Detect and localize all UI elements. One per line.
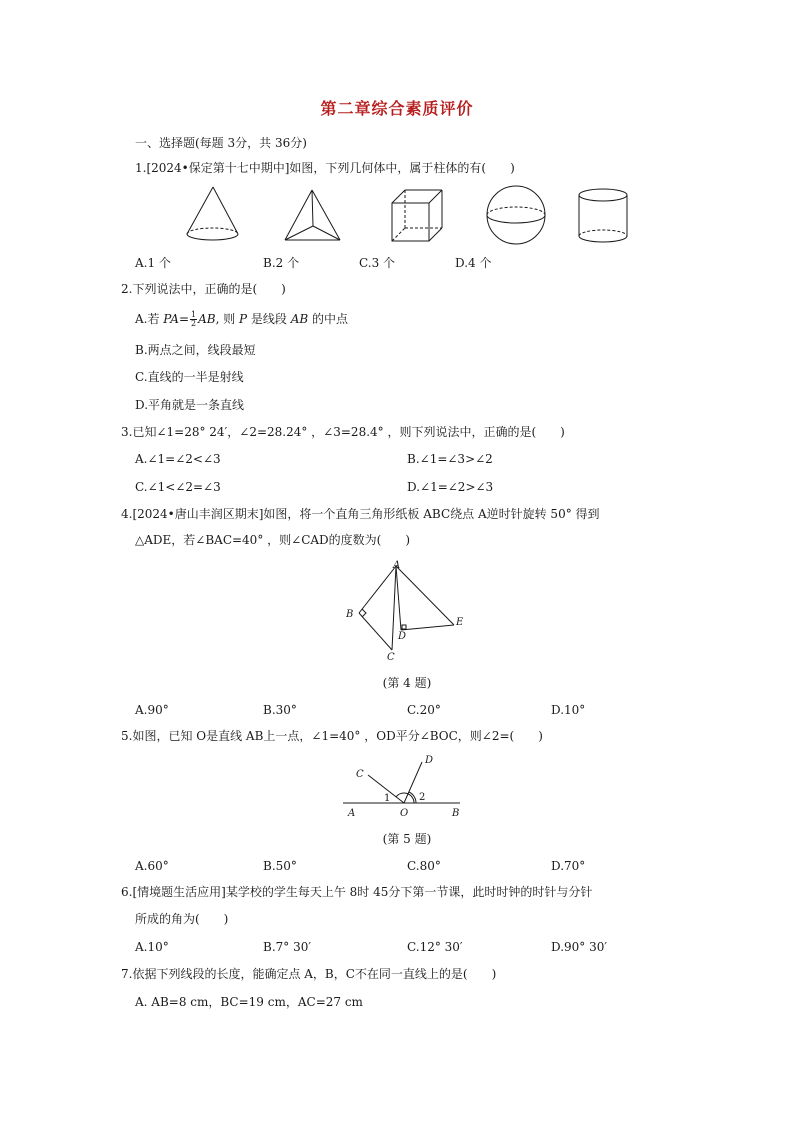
q5-label-o: O bbox=[400, 808, 409, 819]
q5-caption: (第 5 题) bbox=[382, 832, 432, 846]
q5-label-b: B bbox=[452, 808, 460, 819]
q3-option-d[interactable]: D.∠1=∠2>∠3 bbox=[407, 480, 494, 494]
q2-a-text2: 是线段 bbox=[247, 312, 291, 326]
q5-option-c[interactable]: C.80° bbox=[407, 859, 441, 873]
q3-stem: 3.已知∠1=28° 24′，∠2=28.24° ，∠3=28.4° ，则下列说法中，正确的是( ) bbox=[121, 425, 565, 439]
q1-option-a[interactable]: A.1 个 bbox=[135, 256, 171, 270]
q6-stem-line1: 6.[情境题生活应用]某学校的学生每天上午 8时 45分下第一节课，此时时钟的时针与分针 bbox=[121, 885, 593, 899]
q1-option-d[interactable]: D.4 个 bbox=[455, 256, 492, 270]
q3-option-b[interactable]: B.∠1=∠3>∠2 bbox=[407, 452, 493, 466]
q2-a-suffix: 的中点 bbox=[308, 312, 349, 326]
q6-stem-line2: 所成的角为( ) bbox=[135, 912, 229, 926]
q7-stem: 7.依据下列线段的长度，能确定点 A，B，C不在同一直线上的是( ) bbox=[121, 967, 497, 981]
q7-option-a[interactable]: A. AB=8 cm，BC=19 cm，AC=27 cm bbox=[135, 995, 363, 1009]
q1-option-b[interactable]: B.2 个 bbox=[263, 256, 300, 270]
q6-option-c[interactable]: C.12° 30′ bbox=[407, 940, 463, 954]
q5-label-c: C bbox=[356, 769, 364, 780]
q2-a-pa: PA bbox=[163, 312, 179, 326]
q2-option-b[interactable]: B.两点之间，线段最短 bbox=[135, 343, 256, 357]
q1-stem: 1.[2024•保定第十七中期中]如图，下列几何体中，属于柱体的有( ) bbox=[135, 161, 515, 175]
q6-option-a[interactable]: A.10° bbox=[135, 940, 169, 954]
q5-label-a: A bbox=[348, 808, 356, 819]
q4-option-c[interactable]: C.20° bbox=[407, 703, 441, 717]
q4-label-d: D bbox=[398, 631, 407, 642]
q2-a-ab2: AB bbox=[290, 312, 309, 326]
q2-a-p: P bbox=[239, 312, 248, 326]
q2-option-d[interactable]: D.平角就是一条直线 bbox=[135, 398, 245, 412]
fraction-numerator: 1 bbox=[191, 310, 197, 319]
q2-a-equals: = bbox=[178, 312, 189, 326]
page-title: 第二章综合素质评价 bbox=[320, 99, 474, 118]
q4-stem-line2: △ADE，若∠BAC=40° ，则∠CAD的度数为( ) bbox=[135, 533, 411, 547]
q5-label-d: D bbox=[425, 755, 434, 766]
q5-option-d[interactable]: D.70° bbox=[551, 859, 586, 873]
q4-label-b: B bbox=[346, 609, 354, 620]
q5-option-b[interactable]: B.50° bbox=[263, 859, 297, 873]
q5-stem: 5.如图，已知 O是直线 AB上一点，∠1=40° ，OD平分∠BOC，则∠2=( ) bbox=[121, 729, 543, 743]
q4-stem-line1: 4.[2024•唐山丰润区期末]如图，将一个直角三角形纸板 ABC绕点 A逆时针旋转 50° 得到 bbox=[121, 507, 600, 521]
q3-option-c[interactable]: C.∠1<∠2=∠3 bbox=[135, 480, 221, 494]
q2-option-c[interactable]: C.直线的一半是射线 bbox=[135, 370, 244, 384]
q4-label-c: C bbox=[387, 652, 395, 663]
q2-a-ab: AB bbox=[198, 312, 216, 326]
q4-option-b[interactable]: B.30° bbox=[263, 703, 297, 717]
q2-a-text1: , 则 bbox=[215, 312, 240, 326]
q4-option-a[interactable]: A.90° bbox=[135, 703, 169, 717]
q4-label-a: A bbox=[393, 560, 401, 571]
q3-option-a[interactable]: A.∠1=∠2<∠3 bbox=[135, 452, 221, 466]
q4-caption: (第 4 题) bbox=[382, 676, 432, 690]
q4-label-e: E bbox=[456, 617, 464, 628]
q2-a-prefix: A.若 bbox=[135, 312, 164, 326]
q6-option-b[interactable]: B.7° 30′ bbox=[263, 940, 312, 954]
q1-option-c[interactable]: C.3 个 bbox=[359, 256, 396, 270]
fraction-denominator: 2 bbox=[191, 319, 197, 328]
q5-option-a[interactable]: A.60° bbox=[135, 859, 169, 873]
q2-stem: 2.下列说法中，正确的是( ) bbox=[121, 282, 286, 296]
q5-angle-1-label: 1 bbox=[384, 793, 391, 804]
q5-angle-2-label: 2 bbox=[419, 792, 426, 803]
q4-option-d[interactable]: D.10° bbox=[551, 703, 586, 717]
q6-option-d[interactable]: D.90° 30′ bbox=[551, 940, 608, 954]
section-heading: 一、选择题(每题 3分，共 36分) bbox=[135, 136, 307, 150]
